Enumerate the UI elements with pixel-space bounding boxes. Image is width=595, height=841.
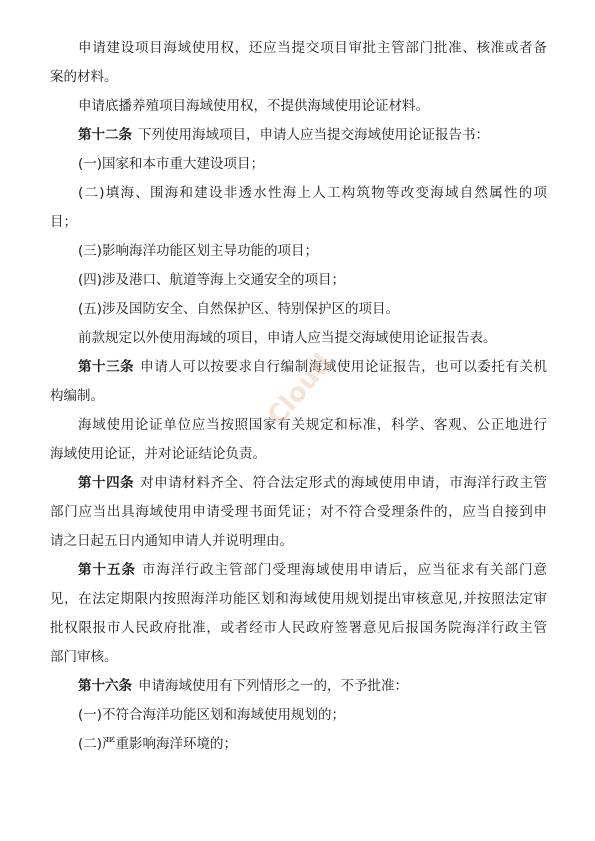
article-number: 第十四条	[78, 475, 135, 491]
line-text: (二)填海、围海和建设非透水性海上人工构筑物等改变海域自然属性的项	[78, 185, 547, 201]
text-line	[50, 179, 547, 208]
paragraph	[50, 92, 547, 121]
paragraph	[50, 237, 547, 266]
text-line	[50, 382, 547, 411]
paragraph	[50, 150, 547, 179]
line-text: 对申请材料齐全、符合法定形式的海域使用申请，市海洋行政主管	[140, 475, 547, 491]
text-line	[50, 63, 547, 92]
article-paragraph	[50, 353, 547, 411]
document-body	[50, 34, 547, 759]
paragraph	[50, 411, 547, 469]
text-line	[50, 150, 547, 179]
line-text: 案的材料。	[50, 69, 118, 85]
line-text: (四)涉及港口、航道等海上交通安全的项目；	[78, 272, 346, 288]
text-line	[50, 672, 547, 701]
article-paragraph	[50, 672, 547, 701]
line-text: 目；	[50, 214, 77, 230]
line-text: (一)不符合海洋功能区划和海域使用规划的；	[78, 707, 346, 723]
line-text: 批权限报市人民政府批准，或者经市人民政府签署意见后报国务院海洋行政主管	[50, 620, 547, 636]
text-line	[50, 295, 547, 324]
paragraph	[50, 324, 547, 353]
paragraph	[50, 34, 547, 92]
text-line	[50, 92, 547, 121]
line-text: (五)涉及国防安全、自然保护区、特别保护区的项目。	[78, 301, 400, 317]
article-number: 第十六条	[78, 678, 132, 694]
article-paragraph	[50, 556, 547, 672]
line-text: (一)国家和本市重大建设项目；	[78, 156, 265, 172]
line-text: (三)影响海洋功能区划主导功能的项目；	[78, 243, 319, 259]
line-text: 市海洋行政主管部门受理海域使用申请后，应当征求有关部门意	[142, 562, 547, 578]
article-paragraph	[50, 469, 547, 556]
watermark-text: Cloud	[261, 348, 339, 432]
text-line	[50, 469, 547, 498]
text-line	[50, 121, 547, 150]
line-text: 构编制。	[50, 388, 104, 404]
text-line	[50, 440, 547, 469]
text-line	[50, 353, 547, 382]
line-text: 部门审核。	[50, 649, 118, 665]
line-text: 见，在法定期限内按照海洋功能区划和海域使用规划提出审核意见,并按照法定审	[50, 591, 547, 607]
line-text: 申请建设项目海域使用权，还应当提交项目审批主管部门批准、核准或者备	[78, 40, 547, 56]
text-line	[50, 411, 547, 440]
line-text: 申请底播养殖项目海域使用权，不提供海域使用论证材料。	[78, 98, 429, 114]
line-text: 海域使用论证，并对论证结论负责。	[50, 446, 266, 462]
line-text: 请之日起五日内通知申请人并说明理由。	[50, 533, 293, 549]
text-line	[50, 324, 547, 353]
paragraph	[50, 730, 547, 759]
paragraph	[50, 266, 547, 295]
text-line	[50, 643, 547, 672]
line-text: (二)严重影响海洋环境的；	[78, 736, 238, 752]
line-text: 前款规定以外使用海域的项目，申请人应当提交海域使用论证报告表。	[78, 330, 497, 346]
text-line	[50, 556, 547, 585]
text-line	[50, 701, 547, 730]
text-line	[50, 237, 547, 266]
line-text: 申请海域使用有下列情形之一的，不予批准：	[138, 678, 408, 694]
line-text: 下列使用海域项目，申请人应当提交海域使用论证报告书：	[138, 127, 489, 143]
article-paragraph	[50, 121, 547, 150]
article-number: 第十二条	[78, 127, 132, 143]
article-number: 第十三条	[78, 359, 135, 375]
text-line	[50, 498, 547, 527]
line-text: 申请人可以按要求自行编制海域使用论证报告，也可以委托有关机	[140, 359, 547, 375]
text-line	[50, 527, 547, 556]
article-number: 第十五条	[78, 562, 136, 578]
line-text: 部门应当出具海域使用申请受理书面凭证；对不符合受理条件的，应当自接到申	[50, 504, 547, 520]
text-line	[50, 266, 547, 295]
text-line	[50, 208, 547, 237]
text-line	[50, 730, 547, 759]
text-line	[50, 34, 547, 63]
line-text: 海域使用论证单位应当按照国家有关规定和标准，科学、客观、公正地进行	[78, 417, 547, 433]
paragraph	[50, 295, 547, 324]
paragraph	[50, 179, 547, 237]
text-line	[50, 614, 547, 643]
text-line	[50, 585, 547, 614]
paragraph	[50, 701, 547, 730]
